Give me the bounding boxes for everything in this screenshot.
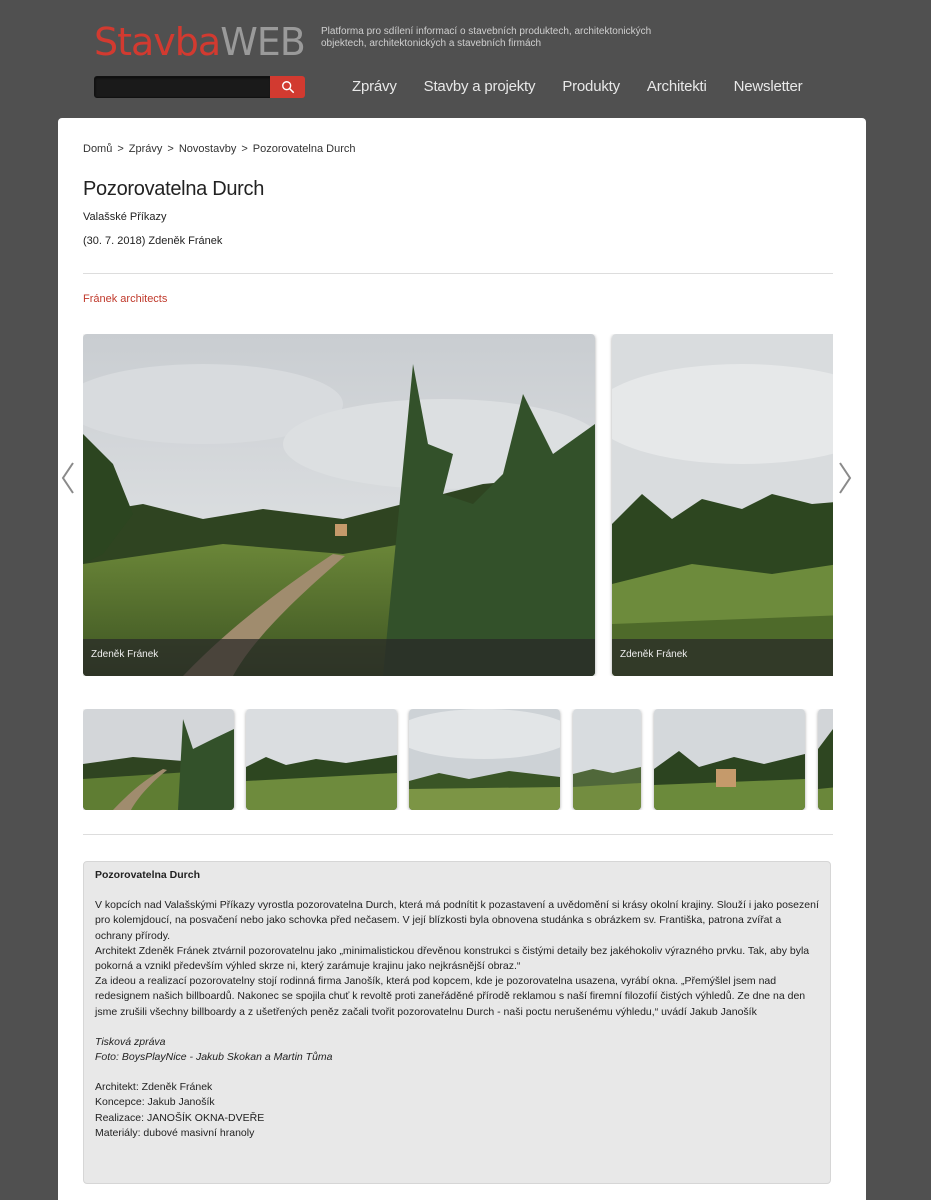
logo-text-stavba: Stavba: [94, 20, 221, 64]
nav-item-stavby-projekty[interactable]: Stavby a projekty: [423, 78, 536, 95]
breadcrumb: Domů > Zprávy > Novostavby > Pozorovatelna Durch: [83, 143, 356, 155]
description-paragraph: Za ideou a realizací pozorovatelny stojí rodinná firma Janošík, která pod kopcem, kde je pozorovatelna usazena, vyrábí okna. „Přemýšlel jsem nad redesignem našich billboardů. Nakonec se spojila chuť k revoltě proti zaneřáděné přírodě reklamou s naší firemní filozofií čistých výhledů. Ze dne na den jsme zrušili všechny billboardy a z ušetřených peněz začali tvořit pozorovatelnu Durch - naši poctu nerušenému výhledu,“ uvádí Jakub Janošík: [95, 975, 806, 1018]
thumbnail-photo: [246, 709, 397, 810]
credit-realization: Realizace: JANOŠÍK OKNA-DVEŘE: [95, 1111, 265, 1124]
search-button[interactable]: [270, 76, 305, 98]
description-paragraph: Architekt Zdeněk Fránek ztvárnil pozorovatelnu jako „minimalistickou dřevěnou konstrukci s čistými detaily bez jakéhokoliv výrazného prvku. Tak, aby byla pokorná a vznikl především výhled skrze ni, který zarámuje krajinu jako nejkrásnější obraz.“: [95, 944, 810, 973]
credit-architect: Architekt: Zdeněk Fránek: [95, 1081, 213, 1094]
gallery-thumbnail[interactable]: [83, 709, 234, 810]
breadcrumb-novostavby[interactable]: Novostavby: [178, 143, 237, 155]
credit-materials: Materiály: dubové masivní hranoly: [95, 1126, 255, 1139]
thumbnail-photo: [409, 709, 560, 810]
press-note: Tisková zpráva: [95, 1035, 166, 1048]
gallery-thumbnail[interactable]: [818, 709, 833, 810]
thumbnail-photo: [83, 709, 234, 810]
gallery-slide[interactable]: [83, 334, 595, 676]
description-paragraph: V kopcích nad Valašskými Příkazy vyrostla pozorovatelna Durch, která má podnítit k pozastavení a uvědomění si krásy okolní krajiny. Slouží i jako posezení pro kolemjdoucí, na posvačení nebo jako schovka před nečasem. V její blízkosti byla obnovena studánka s obrázkem sv. Františka, patrona zvířat a ochrany přírody.: [95, 899, 819, 942]
gallery-thumbnail[interactable]: [246, 709, 397, 810]
page-title: Pozorovatelna Durch: [83, 178, 265, 200]
breadcrumb-current: Pozorovatelna Durch: [252, 143, 356, 155]
divider: [83, 273, 833, 274]
landscape-photo: [83, 334, 595, 676]
nav-item-zpravy[interactable]: Zprávy: [352, 78, 397, 95]
search-input[interactable]: [94, 76, 272, 98]
nav-item-architekti[interactable]: Architekti: [646, 78, 707, 95]
article-date-author: (30. 7. 2018) Zdeněk Fránek: [83, 235, 223, 247]
landscape-photo: [612, 334, 833, 676]
thumbnail-photo: [818, 709, 833, 810]
breadcrumb-home[interactable]: Domů: [83, 143, 113, 155]
search-icon: [281, 80, 295, 94]
site-logo[interactable]: [94, 22, 305, 62]
chevron-right-icon: [836, 460, 854, 496]
divider: [83, 834, 833, 835]
content-card: [58, 118, 866, 1200]
slide-caption: Zdeněk Fránek: [83, 639, 595, 676]
gallery-slide[interactable]: [612, 334, 833, 676]
article-location: Valašské Příkazy: [83, 211, 167, 223]
thumbnail-photo: [573, 709, 641, 810]
nav-item-produkty[interactable]: Produkty: [562, 78, 620, 95]
gallery-prev-button[interactable]: [59, 460, 77, 496]
photo-credit: Foto: BoysPlayNice - Jakub Skokan a Martin Tůma: [95, 1051, 333, 1064]
gallery-thumbnail[interactable]: [409, 709, 560, 810]
thumbnail-photo: [654, 709, 805, 810]
main-nav: [352, 78, 829, 95]
chevron-left-icon: [59, 460, 77, 496]
nav-item-newsletter[interactable]: Newsletter: [733, 78, 803, 95]
description-heading: Pozorovatelna Durch: [95, 869, 201, 881]
gallery-next-button[interactable]: [836, 460, 854, 496]
gallery-thumbnail[interactable]: [654, 709, 805, 810]
gallery-thumbnail[interactable]: [573, 709, 641, 810]
article-description: [83, 861, 831, 1184]
site-tagline: Platforma pro sdílení informací o stavebních produktech, architektonických objektech, architektonických a stavebních firmách: [321, 26, 652, 49]
thumbnail-strip: [83, 709, 833, 810]
image-gallery: [83, 334, 833, 676]
architect-link[interactable]: Fránek architects: [83, 293, 168, 305]
logo-text-web: WEB: [220, 20, 305, 64]
credit-concept: Koncepce: Jakub Janošík: [95, 1096, 215, 1109]
slide-caption: Zdeněk Fránek: [612, 639, 833, 676]
breadcrumb-zpravy[interactable]: Zprávy: [128, 143, 163, 155]
